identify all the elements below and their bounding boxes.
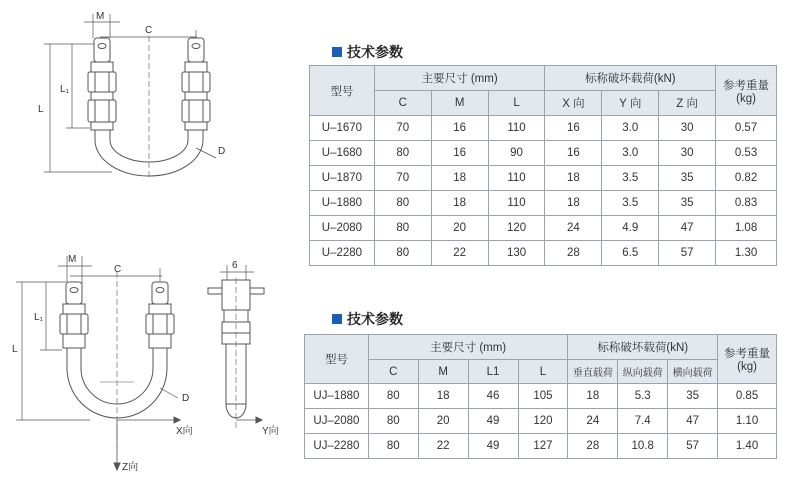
dim-l1-label-2: L₁ [34, 312, 43, 323]
spec-table-2 [304, 334, 777, 459]
load-header: 标称破坏载荷(kN) [545, 66, 716, 91]
table1-title [332, 42, 403, 62]
sub-header: X 向 [545, 91, 602, 116]
table-cell: 3.5 [602, 166, 659, 191]
table-cell: 120 [488, 216, 545, 241]
table-cell: 7.4 [618, 409, 668, 434]
technical-drawing [0, 0, 300, 483]
table-cell: 20 [418, 409, 468, 434]
model-header: 型号 [310, 66, 375, 116]
table-cell: 22 [431, 241, 488, 266]
table2-title-text: 技术参数 [347, 312, 403, 328]
table-cell: U–1680 [310, 141, 375, 166]
table-cell: 35 [668, 384, 718, 409]
table-cell: 28 [545, 241, 602, 266]
table-cell: 70 [374, 116, 431, 141]
table-cell: 10.8 [618, 434, 668, 459]
sub-header: L1 [468, 360, 518, 384]
dim-l-label-2: L [12, 344, 18, 355]
table-cell: 105 [518, 384, 568, 409]
table-cell: 35 [659, 191, 716, 216]
dim-l-label: L [38, 104, 44, 115]
table-cell: U–2280 [310, 241, 375, 266]
table-cell: 24 [568, 409, 618, 434]
sub-header: Z 向 [659, 91, 716, 116]
table-cell: 0.57 [716, 116, 777, 141]
table-cell: UJ–2280 [305, 434, 369, 459]
table-cell: 30 [659, 116, 716, 141]
table-cell: 110 [488, 191, 545, 216]
table-cell: 18 [431, 191, 488, 216]
table-cell: 90 [488, 141, 545, 166]
dim-m-label-2: M [68, 254, 77, 265]
table-row [310, 241, 777, 266]
dim-d-label: D [218, 146, 226, 157]
sub-header: 垂直载荷 [568, 360, 618, 384]
sub-header: L [488, 91, 545, 116]
table-cell: 0.83 [716, 191, 777, 216]
section-marker-icon [332, 314, 342, 324]
table-cell: 127 [518, 434, 568, 459]
table-cell: 120 [518, 409, 568, 434]
table-cell: 3.5 [602, 191, 659, 216]
x-direction-label: X向 [176, 426, 193, 437]
table-cell: 24 [545, 216, 602, 241]
dim-6-label: 6 [232, 260, 238, 271]
table2-title [332, 309, 403, 329]
dim-m-label: M [96, 11, 105, 22]
sub-header: L [518, 360, 568, 384]
dim-l1-label: L₁ [60, 84, 69, 95]
dim-d-label-2: D [182, 393, 190, 404]
dim-c-label: C [145, 25, 153, 36]
table-cell: 47 [668, 409, 718, 434]
table-cell: 80 [374, 216, 431, 241]
table-cell: U–1870 [310, 166, 375, 191]
table-cell: 0.53 [716, 141, 777, 166]
table-cell: 16 [431, 141, 488, 166]
table-cell: 80 [374, 241, 431, 266]
table-cell: 18 [545, 191, 602, 216]
table-cell: 6.5 [602, 241, 659, 266]
table-cell: 5.3 [618, 384, 668, 409]
table-row [310, 141, 777, 166]
sub-header: Y 向 [602, 91, 659, 116]
sub-header: C [368, 360, 418, 384]
dim-c-label-2: C [114, 264, 122, 275]
table-cell: 80 [368, 409, 418, 434]
table-cell: U–2080 [310, 216, 375, 241]
table-cell: 30 [659, 141, 716, 166]
table-cell: 18 [418, 384, 468, 409]
table-cell: 57 [668, 434, 718, 459]
table-cell: 80 [368, 384, 418, 409]
weight-header: 参考重量 (kg) [718, 335, 777, 384]
table-cell: 70 [374, 166, 431, 191]
table-cell: 16 [431, 116, 488, 141]
table-cell: 1.10 [718, 409, 777, 434]
sub-header: 横向载荷 [668, 360, 718, 384]
table-cell: UJ–2080 [305, 409, 369, 434]
dims-header: 主要尺寸 (mm) [368, 335, 568, 360]
spec-table-1 [309, 65, 777, 266]
weight-header: 参考重量 (kg) [716, 66, 777, 116]
table-row [310, 191, 777, 216]
sub-header: 纵向载荷 [618, 360, 668, 384]
table-cell: 18 [545, 166, 602, 191]
table-cell: 80 [374, 141, 431, 166]
table-cell: 22 [418, 434, 468, 459]
table-cell: 20 [431, 216, 488, 241]
table-cell: U–1670 [310, 116, 375, 141]
table-cell: 3.0 [602, 116, 659, 141]
table-row [310, 216, 777, 241]
table-cell: 0.85 [718, 384, 777, 409]
table-cell: UJ–1880 [305, 384, 369, 409]
table-cell: 16 [545, 141, 602, 166]
table-cell: 110 [488, 116, 545, 141]
table-cell: 35 [659, 166, 716, 191]
table-cell: 80 [368, 434, 418, 459]
load-header: 标称破坏载荷(kN) [568, 335, 718, 360]
table-cell: 1.08 [716, 216, 777, 241]
table-row [310, 166, 777, 191]
z-direction-label: Z向 [122, 462, 139, 473]
table-row [305, 384, 777, 409]
table-cell: 18 [431, 166, 488, 191]
sub-header: M [418, 360, 468, 384]
table-row [305, 434, 777, 459]
table-cell: 49 [468, 434, 518, 459]
table-cell: 28 [568, 434, 618, 459]
table-row [310, 116, 777, 141]
sub-header: C [374, 91, 431, 116]
table-cell: 46 [468, 384, 518, 409]
table-cell: 18 [568, 384, 618, 409]
table-row [305, 409, 777, 434]
table-cell: 49 [468, 409, 518, 434]
model-header: 型号 [305, 335, 369, 384]
dims-header: 主要尺寸 (mm) [374, 66, 545, 91]
table-cell: 80 [374, 191, 431, 216]
table-cell: 130 [488, 241, 545, 266]
section-marker-icon [332, 47, 342, 57]
table-cell: 1.40 [718, 434, 777, 459]
sub-header: M [431, 91, 488, 116]
table-cell: 0.82 [716, 166, 777, 191]
table-cell: U–1880 [310, 191, 375, 216]
table-cell: 1.30 [716, 241, 777, 266]
table1-title-text: 技术参数 [347, 45, 403, 61]
table-cell: 16 [545, 116, 602, 141]
table-cell: 57 [659, 241, 716, 266]
table-cell: 47 [659, 216, 716, 241]
y-direction-label: Y向 [262, 426, 279, 437]
table-cell: 4.9 [602, 216, 659, 241]
table-cell: 3.0 [602, 141, 659, 166]
table-cell: 110 [488, 166, 545, 191]
